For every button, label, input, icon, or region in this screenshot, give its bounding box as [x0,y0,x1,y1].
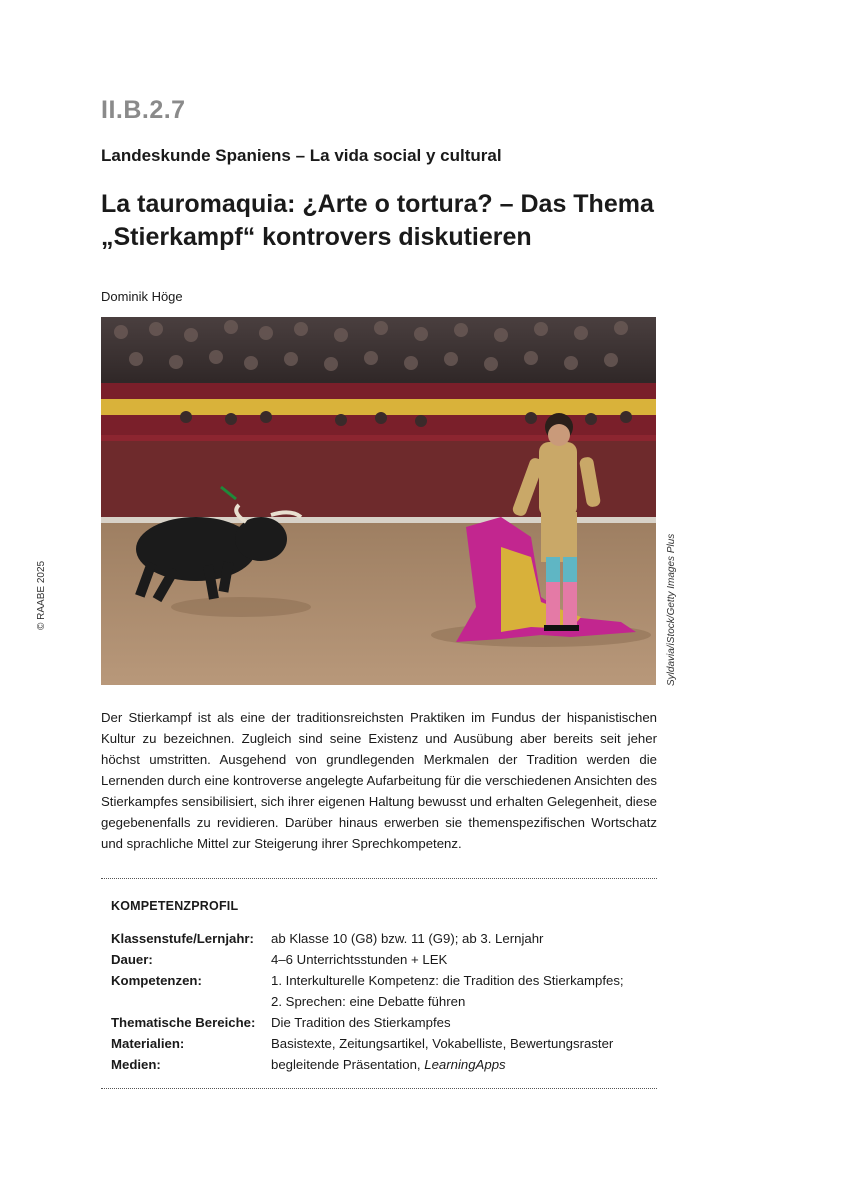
profile-label: Klassenstufe/Lernjahr: [111,931,254,946]
author-name: Dominik Höge [101,289,183,304]
profile-label: Medien: [111,1057,161,1072]
profile-row [111,1012,651,1033]
profile-row [111,1033,651,1054]
bullfight-photo [101,317,656,685]
profile-value: 1. Interkulturelle Kompetenz: die Tradition des Stierkampfes; [271,973,624,988]
profile-row [111,949,651,970]
profile-value [271,1054,651,1075]
divider-bottom [101,1088,657,1089]
competence-profile [111,928,651,1075]
title-line-1: La tauromaquia: ¿Arte o tortura? – Das Thema [101,190,654,218]
profile-value: ab Klasse 10 (G8) bzw. 11 (G9); ab 3. Lernjahr [271,931,544,946]
divider-top [101,878,657,879]
profile-label: Kompetenzen: [111,973,202,988]
profile-row [111,1054,651,1075]
series-subtitle: Landeskunde Spaniens – La vida social y cultural [101,146,502,165]
profile-label: Dauer: [111,952,153,967]
profile-value: 2. Sprechen: eine Debatte führen [271,994,466,1009]
copyright-note: © RAABE 2025 [36,560,47,630]
bullfight-illustration [101,317,656,685]
profile-label [111,991,271,1012]
profile-value-italic: LearningApps [424,1057,506,1072]
profile-value: 4–6 Unterrichtsstunden + LEK [271,952,448,967]
profile-label: Materialien: [111,1036,185,1051]
intro-paragraph: Der Stierkampf ist als eine der traditionsreichsten Praktiken im Fundus der hispanistischen Kultur zu bezeichnen. Zugleich sind seine Existenz und Ausübung aber bereits seit jeher höchst umstritten. Ausgehend von grundlegenden Merkmalen der Tradition werden die Lernenden durch eine kontroverse angelegte Aufarbeitung für die verschiedenen Ansichten des Stierkampfes sensibilisiert, sich ihrer eigenen Haltung bewusst und erhalten Gelegenheit, diese gegebenenfalls zu revidieren. Darüber hinaus erwerben sie themenspezifischen Wortschatz und sprachliche Mittel zur Steigerung ihrer Sprechkompetenz. [101,710,657,851]
profile-row [111,928,651,949]
page-title [101,188,701,254]
profile-value-text: begleitende Präsentation, [271,1057,425,1072]
profile-value: Basistexte, Zeitungsartikel, Vokabelliste, Bewertungsraster [271,1036,614,1051]
photo-credit: Syldavia/iStock/Getty Images Plus [666,533,677,686]
profile-value: Die Tradition des Stierkampfes [271,1015,451,1030]
title-line-2: „Stierkampf“ kontrovers diskutieren [101,223,532,251]
profile-label: Thematische Bereiche: [111,1015,256,1030]
unit-code: II.B.2.7 [101,96,186,124]
profile-row [111,970,651,991]
profile-row [111,991,651,1012]
profile-heading: KOMPETENZPROFIL [111,899,239,913]
